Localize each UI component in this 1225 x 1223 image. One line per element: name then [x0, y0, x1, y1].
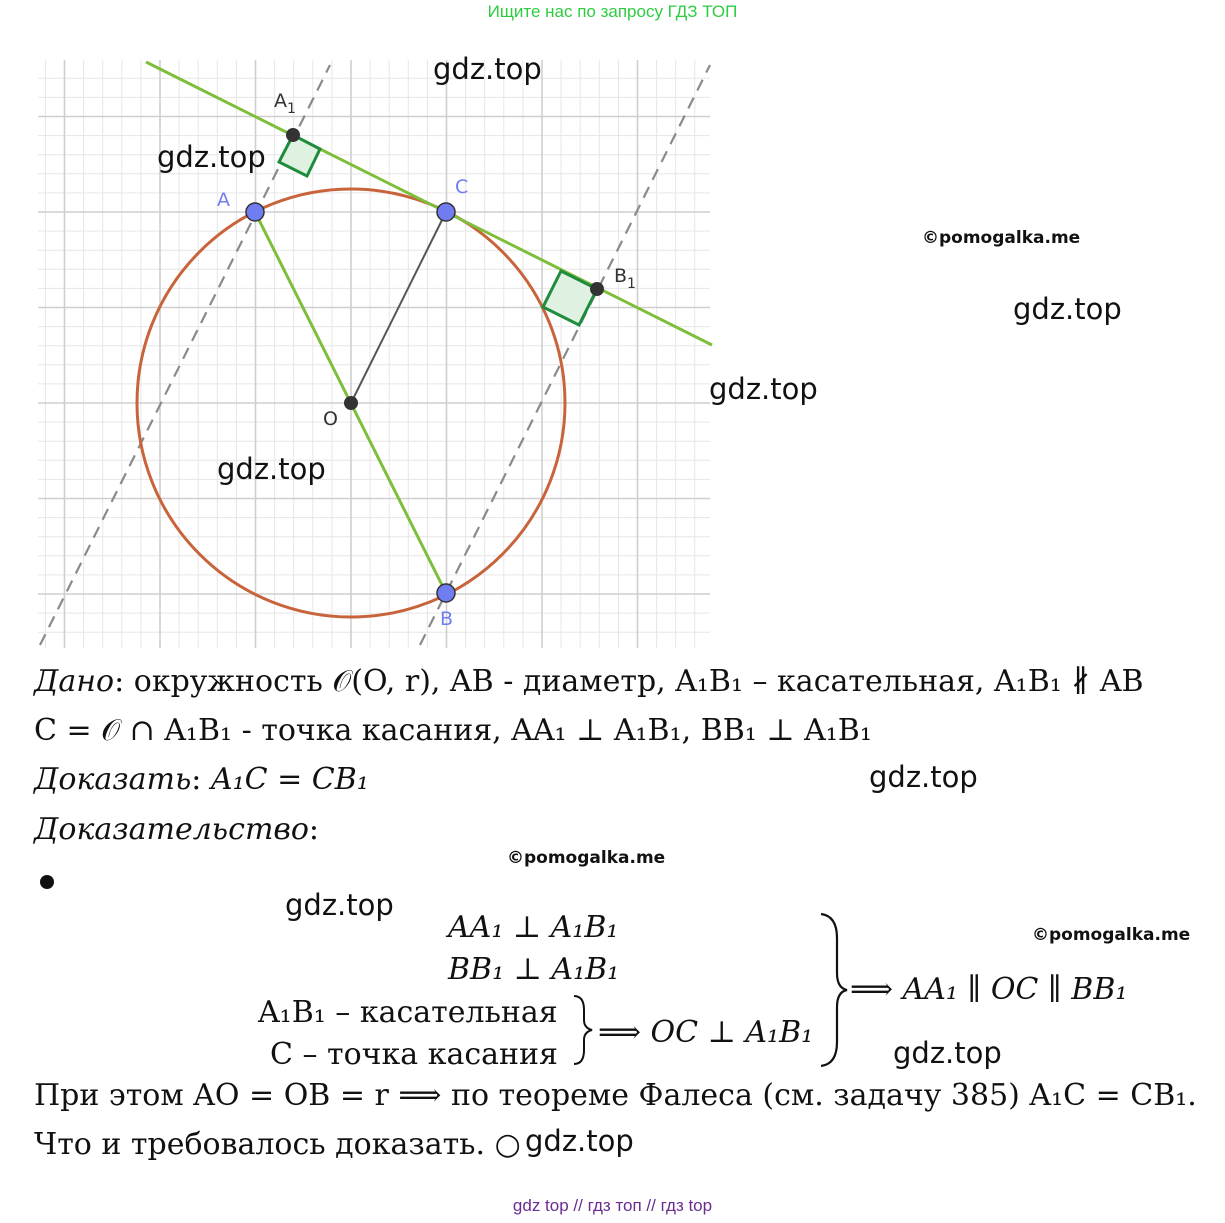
- conclusion-line: При этом AO = OB = r ⟹ по теореме Фалеса (см. задачу 385) A₁C = CB₁.: [34, 1078, 1197, 1113]
- label-b: B: [440, 608, 454, 630]
- watermark-pomogalka-2: ©pomogalka.me: [507, 848, 666, 868]
- right-angle-marker-a1: [279, 135, 320, 176]
- system-line-2: BB₁ ⊥ A₁B₁: [448, 952, 620, 987]
- prove-expression: A₁C = CB₁: [210, 762, 369, 797]
- watermark-gdz-4: gdz.top: [709, 372, 818, 406]
- point-b: [437, 584, 455, 602]
- bullet: [40, 875, 54, 889]
- label-a: A: [217, 189, 230, 211]
- watermark-gdz-8: gdz.top: [893, 1036, 1002, 1070]
- footer-links[interactable]: gdz top // гдз топ // гдз top: [512, 1196, 713, 1215]
- prove-label: Доказать: [34, 762, 192, 797]
- watermark-gdz-9: gdz.top: [525, 1124, 634, 1158]
- given-line-2: C = 𝒪 ∩ A₁B₁ - точка касания, AA₁ ⊥ A₁B₁, BB₁ ⊥ A₁B₁: [34, 713, 872, 748]
- point-a1: [286, 128, 300, 142]
- watermark-gdz-7: gdz.top: [285, 888, 394, 922]
- inner-brace: [570, 990, 600, 1070]
- inner-result: ⟹ OC ⊥ A₁B₁: [598, 1015, 814, 1050]
- given-line-1: Дано: окружность 𝒪(O, r), AB - диаметр, A₁B₁ – касательная, A₁B₁ ∦ AB: [34, 664, 1144, 699]
- top-banner[interactable]: Ищите нас по запросу ГДЗ ТОП: [487, 2, 738, 21]
- watermark-gdz-5: gdz.top: [217, 452, 326, 486]
- point-a: [246, 203, 264, 221]
- system-line-4: C – точка касания: [270, 1037, 558, 1072]
- right-angle-marker-b1: [543, 271, 597, 325]
- tangent-line: [146, 62, 712, 345]
- given-label: Дано: [34, 664, 115, 699]
- system-line-1: AA₁ ⊥ A₁B₁: [448, 910, 619, 945]
- geometry-figure: [0, 0, 760, 660]
- watermark-pomogalka-3: ©pomogalka.me: [1032, 925, 1191, 945]
- given-text-1: окружность 𝒪(O, r), AB - диаметр, A₁B₁ – касательная, A₁B₁ ∦ AB: [133, 664, 1144, 699]
- label-a1: $A_1$: [274, 90, 296, 117]
- label-o: O: [323, 408, 338, 430]
- outer-brace: [815, 908, 855, 1073]
- prove-line: Доказать: A₁C = CB₁: [34, 762, 369, 797]
- grid: [0, 21, 733, 660]
- dashed-line-b: [420, 65, 710, 645]
- watermark-gdz-6: gdz.top: [869, 760, 978, 794]
- proof-label-line: Доказательство:: [34, 812, 320, 847]
- proof-label: Доказательство: [34, 812, 309, 847]
- watermark-gdz-2: gdz.top: [157, 140, 266, 174]
- outer-result: ⟹ AA₁ ∥ OC ∥ BB₁: [850, 972, 1128, 1007]
- label-b1: $B_1$: [614, 265, 636, 292]
- qed-line: Что и требовалось доказать. ○: [34, 1127, 521, 1162]
- point-o: [344, 396, 358, 410]
- watermark-pomogalka-1: ©pomogalka.me: [922, 228, 1081, 248]
- system-line-3: A₁B₁ – касательная: [258, 995, 558, 1030]
- watermark-gdz-3: gdz.top: [1013, 292, 1122, 326]
- point-b1: [590, 282, 604, 296]
- point-c: [437, 203, 455, 221]
- watermark-gdz-1: gdz.top: [433, 52, 542, 86]
- label-c: C: [455, 176, 469, 198]
